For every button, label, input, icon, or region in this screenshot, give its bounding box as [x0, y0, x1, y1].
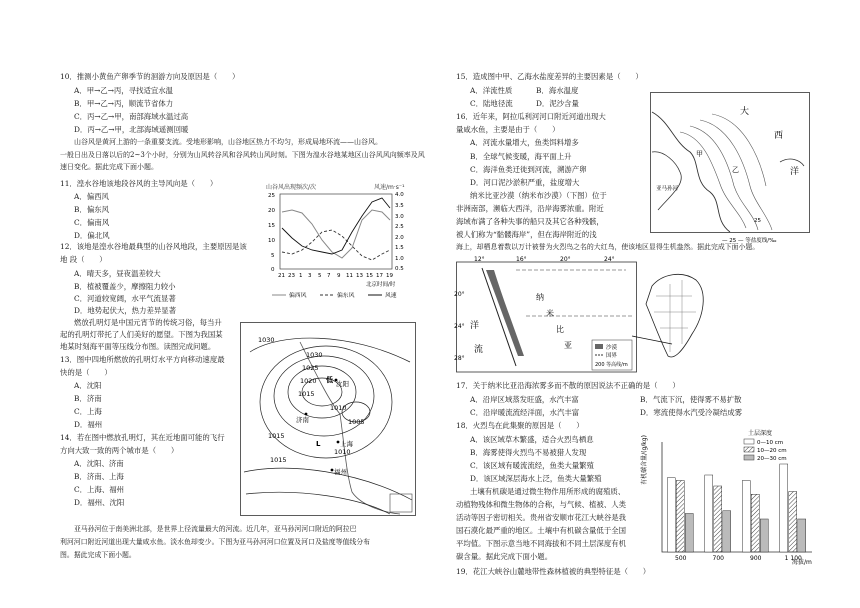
lat-label: 24°	[454, 323, 465, 330]
passage-lantern-line-3: 地某时刻海平面等压线分布图。读图完成问题。	[60, 342, 216, 351]
passage-amazon-line-3: 图。据此完成下面小题。	[60, 551, 136, 559]
passage-valley-wind-2: 一般日出及日落以后的2~3个小时，分别为山风转谷风和谷风转山风时刻。下图为湟水谷地某地区山谷风风向频率及风速日变化。据此完成下面小题。	[60, 151, 425, 171]
isobar-label: 1015	[270, 456, 287, 464]
q15-stem: 15．造成图中甲、乙海水盐度差异的主要因素是（ ）	[456, 72, 643, 81]
amazon-map-legend: — 25 — 等盐度线/‰	[722, 238, 777, 244]
soil-chart-ylabel: 有机碳含量/(g/kg)	[641, 435, 648, 485]
soil-bar	[798, 519, 806, 552]
soil-bar	[685, 514, 693, 553]
q15-option-a: A．洋流性质	[470, 86, 513, 95]
legend-swatch-0-10	[744, 439, 754, 444]
q16-option-d: D．河口泥沙淤积严重，盐度增大	[470, 178, 580, 187]
q14-option-b: B．济南、上海	[74, 472, 124, 481]
passage-soil-line-3: 活动等因子密切相关。贵州省安顺市花江大峡谷是我	[456, 513, 626, 522]
isobar-label: 1015	[298, 390, 315, 398]
q18-stem: 18．火烈鸟在此集聚的原因是（ ）	[456, 421, 584, 430]
legend-desert: 沙漠	[606, 345, 618, 351]
q11-option-d: D．偏北风	[74, 231, 110, 240]
city-shenyang: 沈阳	[336, 380, 349, 388]
left-tick: 15	[268, 223, 275, 229]
q15-option-d: D．泥沙含量	[536, 99, 579, 108]
label-xi: 西	[774, 131, 784, 141]
q18-option-b: B．海雾使得火烈鸟不易被猎人发现	[470, 448, 587, 457]
city-fuzhou: 福州	[334, 468, 347, 476]
soil-chart-legend	[744, 429, 787, 462]
passage-soil-line-2: 动植物残体和微生物体的合称，与气候、植被、人类	[456, 500, 626, 509]
wind-chart-right-ticks	[395, 192, 404, 272]
q11-option-b: B．偏东风	[74, 205, 109, 214]
label-mi: 米	[546, 309, 554, 318]
amazon-salinity-map	[650, 92, 810, 246]
low-pressure-marker: 低	[326, 376, 333, 384]
legend-contour: 200 等高线/m	[595, 362, 628, 368]
q18-option-d: D．该区域深层海水上泛，鱼类大量繁殖	[470, 474, 602, 483]
label-na: 纳	[536, 293, 544, 302]
wind-chart-title: 山谷风出现频次/次	[266, 184, 317, 191]
city-jinan: 济南	[296, 416, 309, 424]
q13-option-d: D．福州	[74, 420, 103, 429]
isobar-label: 1020	[300, 377, 317, 385]
right-tick: 3.5	[395, 203, 404, 209]
q10-option-c: C．丙→乙→甲，南部海域水温过高	[74, 112, 189, 121]
q14-stem-1: 14．若在图中燃放孔明灯，其在近地面可能的飞行	[60, 433, 225, 442]
legend-label-0-10: 0—10 cm	[757, 440, 784, 446]
x-tick: 5	[318, 273, 322, 279]
q17-stem: 17．关于纳米比亚沿海浓雾多而不散的原因说法不正确的是（ ）	[456, 381, 680, 390]
x-tick: 11	[346, 273, 353, 279]
label-da: 大	[740, 107, 750, 117]
right-tick: 2.5	[395, 224, 404, 230]
soil-bar	[751, 494, 759, 552]
soil-bar	[705, 475, 713, 552]
x-tick: 3	[308, 273, 312, 279]
passage-soil-line-5: 平均值。下图示意当地不同海拔和不同土层深度有机	[456, 539, 626, 548]
passage-namib-line-5: 海上，却栖息着数以万计被誉为火烈鸟之名的大红鸟，使该地区显得生机盎然。据此完成下面小题。	[456, 243, 760, 251]
lon-label: 24°	[604, 256, 615, 263]
soil-bar	[667, 478, 675, 552]
left-tick: 25	[268, 193, 275, 199]
q17-option-a: A．沿岸区域蒸发旺盛，水汽丰富	[470, 395, 579, 404]
legend-label-10-20: 10—20 cm	[757, 448, 787, 454]
africa-outline	[646, 274, 703, 357]
q15-option-c: C．陆地径流	[470, 99, 513, 108]
passage-lantern-line-2: 起的孔明灯带托了人们美好的愿望。下图为我国某	[60, 330, 223, 339]
soil-x-tick: 700	[712, 555, 724, 562]
soil-x-tick: 1 100	[784, 555, 802, 562]
q18-option-a: A．该区域草木繁盛，适合火烈鸟栖息	[470, 435, 594, 444]
label-yi: 乙	[732, 166, 739, 174]
q14-stem-2: 方向大致一致的两个城市是（ ）	[60, 446, 179, 455]
q10-option-a: A．甲→乙→丙，寻找适宜水温	[74, 86, 174, 95]
soil-bar	[780, 464, 788, 552]
q16-option-c: C．海洋鱼类迁徙到河流，溯游产卵	[470, 165, 587, 174]
lon-label: 12°	[474, 256, 485, 263]
legend-swatch-10-20	[744, 447, 754, 452]
q17-option-b: B．气流下沉，使得雾不易扩散	[640, 395, 742, 404]
q11-stem: 11．湟水谷地该地段谷风的主导风向是（ ）	[60, 179, 218, 188]
q10-option-b: B．甲→乙→丙，顺流节省体力	[74, 99, 174, 108]
legend-west: 偏西风	[289, 293, 307, 299]
x-tick: 13	[356, 273, 363, 279]
soil-bar	[760, 519, 768, 552]
q13-option-b: B．济南	[74, 394, 102, 403]
right-tick: 0.5	[395, 266, 404, 272]
q14-option-c: C．上海、福州	[74, 485, 124, 494]
q11-option-a: A．偏西风	[74, 192, 109, 201]
q12-option-c: C．河道较宽阔，水平气流显著	[74, 294, 176, 303]
q17-option-d: D．寒流使得水汽受冷凝结成雾	[640, 408, 743, 417]
passage-amazon-line-1: 亚马孙河位于南美洲北部，是世界上径流量最大的河流。近几年，亚马孙河河口附近的阿拉巴	[74, 525, 357, 533]
isobar-label: 1010	[334, 448, 351, 456]
q16-option-a: A．河流水量增大，鱼类饵料增多	[470, 138, 579, 147]
low-pressure-marker: L	[316, 440, 321, 448]
legend-border: 国界	[606, 353, 618, 359]
right-tick: 1.0	[395, 256, 404, 262]
x-tick: 7	[327, 273, 331, 279]
soil-bar	[676, 481, 684, 553]
soil-bar	[723, 511, 731, 552]
x-tick: 23	[288, 273, 295, 279]
x-tick: 9	[337, 273, 341, 279]
passage-namib-line-3: 海域布满了各种失事的船只及其它各种残骸，	[456, 217, 604, 226]
soil-bar	[742, 481, 750, 553]
west-wind-line	[282, 210, 390, 258]
soil-chart-xlabel: 海拔/m	[792, 559, 812, 566]
q12-option-d: D．地势起伏大，热力差异显著	[74, 306, 177, 315]
namib-legend	[592, 340, 632, 370]
right-tick: 4.0	[395, 192, 404, 198]
q10-stem: 10．推测小黄鱼产卵季节的洄游方向及原因是（ ）	[60, 72, 240, 81]
label-yang: 洋	[470, 321, 480, 331]
label-jia: 甲	[696, 150, 703, 158]
x-tick: 21	[278, 273, 285, 279]
wind-chart-xticks	[278, 273, 393, 279]
x-tick: 19	[386, 273, 393, 279]
wind-chart-left-ticks	[268, 193, 275, 273]
passage-soil-line-1: 土壤有机碳是通过微生物作用所形成的腐殖质、	[470, 487, 626, 496]
label-bi: 比	[556, 325, 564, 334]
soil-chart-legend-title: 土层深度	[748, 430, 773, 437]
isobar-label: 1030	[258, 336, 275, 344]
isobar-map	[240, 322, 416, 516]
wind-chart-right-label: 风速/m·s⁻¹	[374, 184, 405, 191]
isobar-label: 1005	[348, 418, 365, 426]
lon-label: 16°	[516, 256, 527, 263]
isobar-label: 1015	[268, 432, 285, 440]
passage-soil-line-6: 碳含量。据此完成下面小题。	[456, 552, 553, 561]
legend-label-20-30: 20—30 cm	[757, 456, 787, 462]
left-tick: 10	[268, 238, 275, 244]
q13-option-c: C．上海	[74, 407, 102, 416]
q17-option-c: C．沿岸暖流流经洋面，水汽丰富	[470, 408, 580, 417]
passage-soil-line-4: 国石漠化最严重的地区。土壤中有机碳含量低于全国	[456, 526, 626, 535]
passage-amazon-line-2: 利河河口附近河道出现大量咸水鱼。淡水鱼却变少。下图为亚马孙河河口位置及河口及盐度等值线分布	[60, 538, 371, 546]
q12-stem-1: 12．该地是湟水谷地最典型的山谷风地段，主要原因是该	[60, 242, 247, 251]
passage-namib-line-4: 被人们称为“骷髅海岸”，但在海岸附近的浅	[456, 230, 597, 239]
label-amazon-river: 亚马孙河	[656, 186, 679, 192]
q12-option-a: A．晴天多，昼夜温差较大	[74, 269, 161, 278]
q13-stem-1: 13．图中四地所燃放的孔明灯水平方向移动速度最	[60, 355, 225, 364]
left-tick: 20	[268, 208, 275, 214]
passage-valley-wind-1: 山谷风是黄河上游的一条重要支流。受地形影响，山谷地区热力不均匀，形成局地环流——山谷风。	[74, 138, 382, 146]
passage-lantern-line-1: 燃放孔明灯是中国元宵节的传统习俗，每当升	[74, 318, 222, 327]
wind-chart-xlabel: 北京时间/时	[366, 282, 396, 288]
label-ya: 亚	[564, 341, 572, 350]
q10-option-d: D．丙→乙→甲，北部海域遥测回暖	[74, 125, 189, 134]
legend-east: 偏东风	[337, 293, 355, 299]
passage-namib-line-1: 纳米比亚沙漠（纳米布沙漠）（下图）位于	[470, 191, 607, 200]
x-tick: 17	[376, 273, 383, 279]
namib-desert-map	[456, 256, 712, 376]
lat-label: 20°	[454, 291, 465, 298]
lat-label: 28°	[454, 355, 465, 362]
city-shanghai: 上海	[340, 440, 353, 448]
q19-stem: 19．花江大峡谷山麓地带性森林植被的典型特征是（ ）	[456, 567, 651, 576]
q18-option-c: C．该区域有暖流流经，鱼类大量繁殖	[470, 461, 594, 470]
soil-x-tick: 500	[675, 555, 687, 562]
q15-option-b: B．海水温度	[536, 86, 579, 95]
left-tick: 5	[271, 253, 275, 259]
q16-stem-1: 16．近年来，阿拉瓜利河河口附近河道出现大	[456, 112, 606, 121]
left-tick: 0	[271, 267, 275, 273]
x-tick: 1	[299, 273, 303, 279]
label-liu: 流	[474, 345, 484, 355]
q13-option-a: A．沈阳	[74, 381, 102, 390]
label-isoline-value: 25	[754, 218, 761, 224]
right-tick: 3.0	[395, 214, 404, 220]
soil-chart-plot	[662, 442, 812, 562]
soil-bar	[714, 486, 722, 552]
q16-stem-2: 量咸水鱼，主要是由于（ ）	[456, 125, 560, 134]
q16-option-b: B．全球气候变暖，海平面上升	[470, 152, 572, 161]
soil-carbon-chart	[640, 424, 824, 566]
q14-option-a: A．沈阳、济南	[74, 459, 124, 468]
right-tick: 1.5	[395, 245, 404, 251]
q13-stem-2: 快的是（ ）	[60, 368, 112, 377]
lon-label: 20°	[560, 256, 571, 263]
isobar-label: 1025	[302, 364, 319, 372]
soil-bar	[789, 492, 797, 553]
x-tick: 15	[366, 273, 373, 279]
q12-option-b: B．植被覆盖少，摩擦阻力较小	[74, 282, 176, 291]
wind-speed-line	[282, 198, 390, 254]
east-wind-line	[282, 230, 390, 260]
wind-chart-legend	[272, 291, 397, 299]
soil-x-tick: 900	[750, 555, 762, 562]
label-yang: 洋	[790, 167, 800, 177]
isobar-label: 1030	[306, 351, 323, 359]
valley-wind-chart	[262, 180, 432, 316]
legend-speed: 风速	[385, 293, 397, 299]
passage-namib-line-2: 非洲南部，濒临大西洋，沿岸海雾浓重。附近	[456, 204, 604, 213]
right-tick: 2.0	[395, 235, 404, 241]
q14-option-d: D．福州、沈阳	[74, 498, 125, 507]
legend-swatch-20-30	[744, 455, 754, 460]
q11-option-c: C．偏南风	[74, 218, 110, 227]
q12-stem-2: 地 段（ ）	[60, 255, 107, 264]
isobar-label: 1010	[330, 404, 347, 412]
